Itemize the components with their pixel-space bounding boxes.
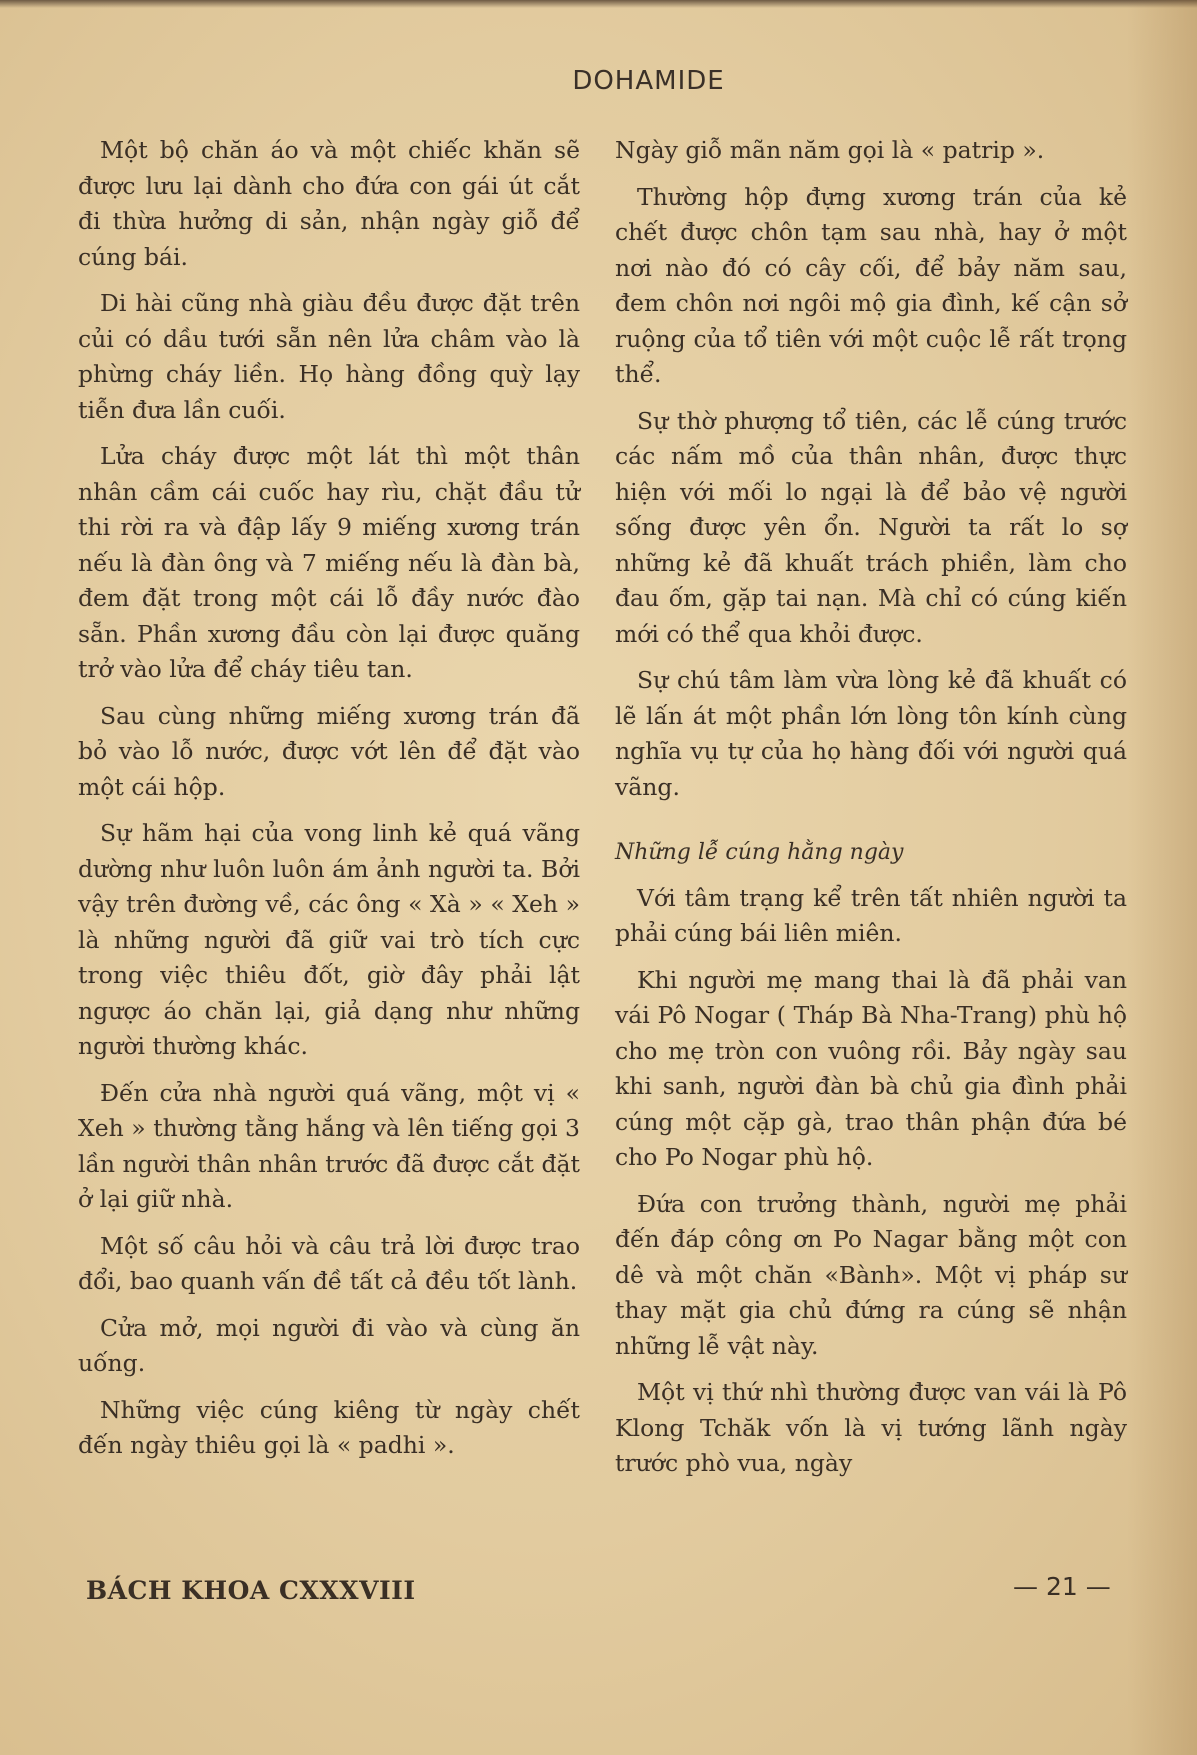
paragraph: Một bộ chăn áo và một chiếc khăn sẽ được lưu lại dành cho đứa con gái út cắt đi thừa hưởng di sản, nhận ngày giỗ để cúng bái.: [78, 136, 580, 271]
page-number: — 21 —: [1013, 1572, 1111, 1601]
paragraph: Đứa con trưởng thành, người mẹ phải đến đáp công ơn Po Nagar bằng một con dê và một chăn «Bành». Một vị pháp sư thay mặt gia chủ đứng ra cúng sẽ nhận những lễ vật này.: [615, 1189, 1127, 1360]
paragraph: Một số câu hỏi và câu trả lời được trao đổi, bao quanh vấn đề tất cả đều tốt lành.: [78, 1231, 580, 1295]
paragraph: Di hài cũng nhà giàu đều được đặt trên củi có dầu tưới sẵn nên lửa châm vào là phừng cháy liền. Họ hàng đồng quỳ lạy tiễn đưa lần cuối.: [78, 289, 580, 424]
page-right-shadow: [1127, 0, 1197, 1755]
paragraph: Thường hộp đựng xương trán của kẻ chết được chôn tạm sau nhà, hay ở một nơi nào đó có cây cối, để bảy năm sau, đem chôn nơi ngôi mộ gia đình, kế cận sở ruộng của tổ tiên với một cuộc lễ rất trọng thể.: [615, 182, 1127, 388]
section-heading: Những lễ cúng hằng ngày: [615, 840, 904, 865]
left-column: [78, 133, 580, 1475]
publication-footer: BÁCH KHOA CXXXVIII: [86, 1576, 416, 1605]
paragraph: Đến cửa nhà người quá vãng, một vị « Xeh » thường tằng hắng và lên tiếng gọi 3 lần người thân nhân trước đã được cắt đặt ở lại giữ nhà.: [78, 1078, 580, 1213]
running-header: DOHAMIDE: [572, 66, 725, 96]
page-top-edge: [0, 0, 1197, 8]
paragraph: Sự hãm hại của vong linh kẻ quá vãng dường như luôn luôn ám ảnh người ta. Bởi vậy trên đường về, các ông « Xà » « Xeh » là những người đã giữ vai trò tích cực trong việc thiêu đốt, giờ đây phải lật ngược áo chăn lại, giả dạng như những người thường khác.: [78, 819, 580, 1060]
paragraph: Sự thờ phượng tổ tiên, các lễ cúng trước các nấm mồ của thân nhân, được thực hiện với mối lo ngại là để bảo vệ người sống được yên ổn. Người ta rất lo sợ những kẻ đã khuất trách phiền, làm cho đau ốm, gặp tai nạn. Mà chỉ có cúng kiến mới có thể qua khỏi được.: [615, 406, 1127, 648]
paragraph: Với tâm trạng kể trên tất nhiên người ta phải cúng bái liên miên.: [615, 883, 1127, 947]
paragraph: Khi người mẹ mang thai là đã phải van vái Pô Nogar ( Tháp Bà Nha-Trang) phù hộ cho mẹ tròn con vuông rồi. Bảy ngày sau khi sanh, người đàn bà chủ gia đình phải cúng một cặp gà, trao thân phận đứa bé cho Po Nogar phù hộ.: [615, 965, 1127, 1171]
right-column: [615, 133, 1127, 1493]
paragraph: Sự chú tâm làm vừa lòng kẻ đã khuất có lẽ lấn át một phần lớn lòng tôn kính cùng nghĩa vụ tự của họ hàng đối với người quá vãng.: [615, 666, 1127, 801]
paragraph: Cửa mở, mọi người đi vào và cùng ăn uống.: [78, 1313, 580, 1377]
paragraph: Ngày giỗ mãn năm gọi là « patrip ».: [615, 136, 1045, 164]
paragraph: Lửa cháy được một lát thì một thân nhân cầm cái cuốc hay rìu, chặt đầu tử thi rời ra và đập lấy 9 miếng xương trán nếu là đàn ông và 7 miếng nếu là đàn bà, đem đặt trong một cái lỗ đầy nước đào sẵn. Phần xương đầu còn lại được quăng trở vào lửa để cháy tiêu tan.: [78, 442, 580, 683]
paragraph: Những việc cúng kiêng từ ngày chết đến ngày thiêu gọi là « padhi ».: [78, 1395, 580, 1459]
paragraph: Một vị thứ nhì thường được van vái là Pô Klong Tchăk vốn là vị tướng lãnh ngày trước phò vua, ngày: [615, 1378, 1127, 1477]
paragraph: Sau cùng những miếng xương trán đã bỏ vào lỗ nước, được vớt lên để đặt vào một cái hộp.: [78, 701, 580, 801]
